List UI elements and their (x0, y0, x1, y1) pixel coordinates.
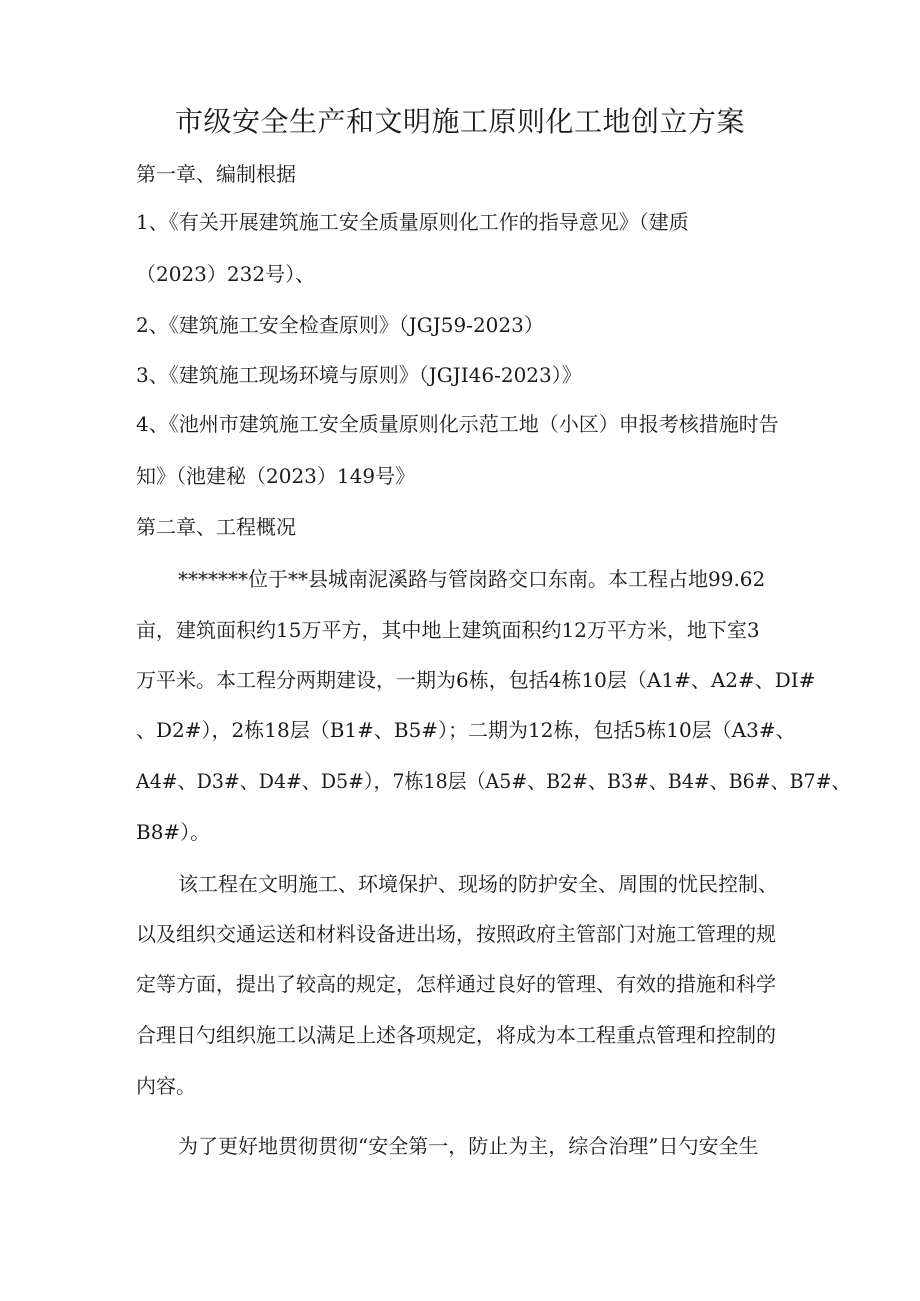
paragraph-line: 内容。 (136, 1074, 196, 1098)
reference-item-4: 4、《池州市建筑施工安全质量原则化示范工地（小区）申报考核措施时告 (136, 412, 779, 436)
paragraph-line: 合理日勺组织施工以满足上述各项规定，将成为本工程重点管理和控制的 (136, 1023, 776, 1047)
paragraph-line: A4#、D3#、D4#、D5#），7栋18层（A5#、B2#、B3#、B4#、B6#、B7#、 (136, 769, 851, 793)
paragraph-line: 定等方面，提出了较高的规定，怎样通过良好的管理、有效的措施和科学 (136, 972, 776, 996)
reference-item-1-cont: （2023）232号）、 (136, 262, 316, 286)
paragraph-line: 、D2#），2栋18层（B1#、B5#）；二期为12栋，包括5栋10层（A3#、 (136, 718, 796, 742)
paragraph-line: 为了更好地贯彻贯彻“安全第一，防止为主，综合治理”日勺安全生 (178, 1134, 759, 1158)
paragraph-line: 万平米。本工程分两期建设，一期为6栋，包括4栋10层（A1#、A2#、DI# (136, 668, 816, 692)
document-title: 市级安全生产和文明施工原则化工地创立方案 (174, 105, 745, 138)
reference-item-2: 2、《建筑施工安全检查原则》（JGJ59-2023） (136, 313, 544, 337)
paragraph-line: 该工程在文明施工、环境保护、现场的防护安全、周围的忧民控制、 (178, 872, 778, 896)
reference-item-4-cont: 知》（池建秘（2023）149号》 (136, 464, 416, 488)
paragraph-line: 以及组织交通运送和材料设备进出场，按照政府主管部门对施工管理的规 (136, 922, 776, 946)
reference-item-1: 1、《有关开展建筑施工安全质量原则化工作的指导意见》（建质 (136, 210, 689, 234)
paragraph-line: B8#）。 (136, 820, 211, 844)
chapter-heading-1: 第一章、编制根据 (136, 162, 296, 186)
paragraph-line: 亩，建筑面积约15万平方，其中地上建筑面积约12万平方米，地下室3 (136, 618, 760, 642)
reference-item-3: 3、《建筑施工现场环境与原则》（JGJI46-2023）》 (136, 363, 582, 387)
chapter-heading-2: 第二章、工程概况 (136, 515, 296, 539)
paragraph-line: *******位于**县城南泥溪路与管岗路交口东南。本工程占地99.62 (178, 567, 766, 591)
